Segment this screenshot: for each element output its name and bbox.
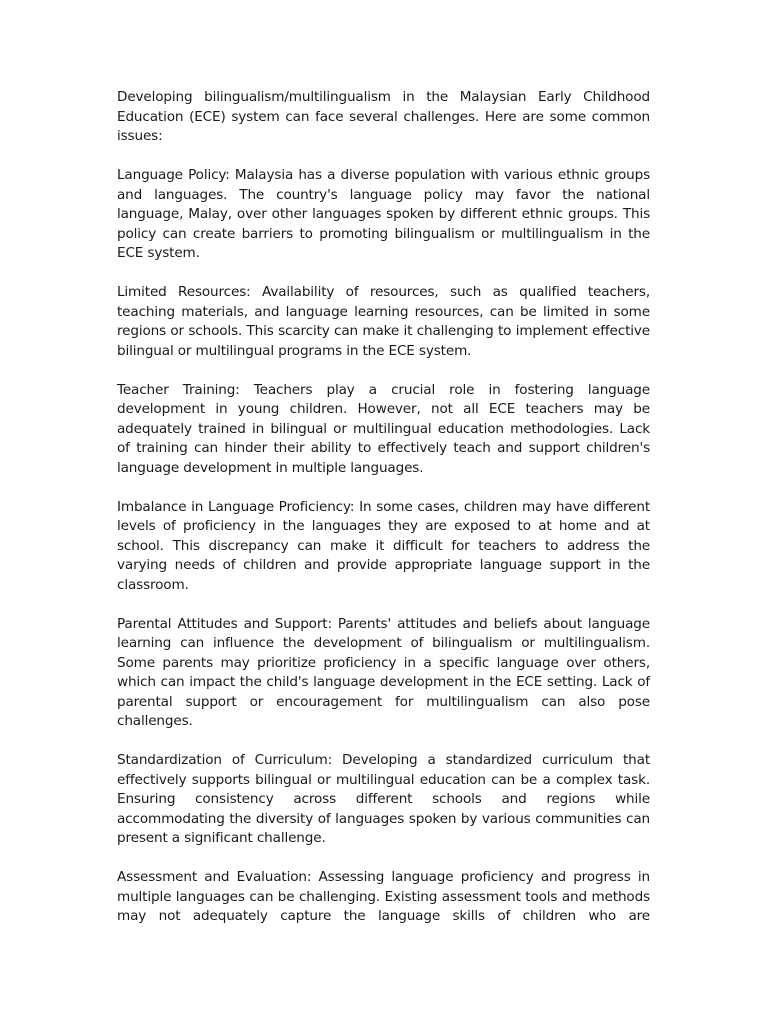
document-body [117, 88, 650, 946]
language-proficiency-paragraph: Imbalance in Language Proficiency: In some cases, children may have different levels of proficiency in the languages they are exposed to at home and at school. This discrepancy can make it difficult for teachers to address the varying needs of children and provide appropriate language support in the classroom. [117, 498, 650, 593]
curriculum-standardization-paragraph: Standardization of Curriculum: Developing a standardized curriculum that effectively supports bilingual or multilingual education can be a complex task. Ensuring consistency across different schools and regions while accommodating the diversity of languages spoken by various communities can present a significant challenge. [117, 752, 650, 846]
teacher-training-paragraph: Teacher Training: Teachers play a crucial role in fostering language development in young children. However, not all ECE teachers may be adequately trained in bilingual or multilingual education methodologies. Lack of training can hinder their ability to effectively teach and support children's language development in multiple languages. [117, 381, 650, 476]
language-policy-paragraph: Language Policy: Malaysia has a diverse population with various ethnic groups and languages. The country's language policy may favor the national language, Malay, over other languages spoken by different ethnic groups. This policy can create barriers to promoting bilingualism or multilingualism in the ECE system. [117, 167, 650, 261]
parental-attitudes-paragraph: Parental Attitudes and Support: Parents' attitudes and beliefs about language learning can influence the development of bilingualism or multilingualism. Some parents may prioritize proficiency in a specific language over others, which can impact the child's language development in the ECE setting. Lack of parental support or encouragement for multilingualism can also pose challenges. [117, 615, 650, 729]
assessment-evaluation-paragraph: Assessment and Evaluation: Assessing language proficiency and progress in multiple languages can be challenging. Existing assessment tools and methods may not adequately capture the language skills of children who are [117, 869, 650, 924]
intro-paragraph: Developing bilingualism/multilingualism in the Malaysian Early Childhood Education (ECE) system can face several challenges. Here are some common issues: [117, 89, 650, 144]
limited-resources-paragraph: Limited Resources: Availability of resources, such as qualified teachers, teaching materials, and language learning resources, can be limited in some regions or schools. This scarcity can make it challenging to implement effective bilingual or multilingual programs in the ECE system. [117, 284, 650, 359]
